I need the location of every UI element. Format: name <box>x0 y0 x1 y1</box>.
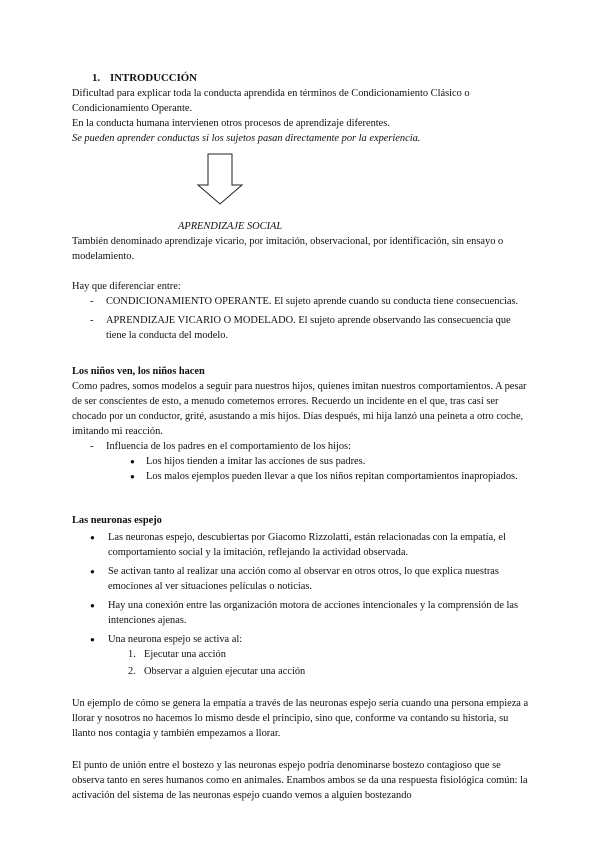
mirror-bullets <box>72 530 532 647</box>
social-lead: Hay que diferenciar entre: <box>72 281 181 292</box>
down-arrow-icon <box>196 153 244 205</box>
mirror-yawn: El punto de unión entre el bostezo y las neuronas espejo podría denominarse bostezo contagioso que se observa tanto en seres humanos como en animales. Enambos ambos se da una respuesta fisiológica común: la activación del sistema de las neuronas espejo cuando vemos a alguien bostezando <box>72 760 528 801</box>
section-number: 1. <box>92 72 101 84</box>
list-item: ● Los hijos tienden a imitar las acciones de sus padres. <box>130 456 366 467</box>
mirror-block <box>72 513 532 803</box>
list-item: ● Hay una conexión entre las organización motora de acciones intencionales y la comprensión de las intenciones ajenas. <box>90 600 519 626</box>
mirror-example: Un ejemplo de cómo se genera la empatía a través de las neuronas espejo sería cuando una persona empieza a llorar y nosotros no hacemos lo mismo desde el principio, sino que, conforme va contando su historia, su llanto nos contagia y también empezamos a llorar. <box>72 698 529 739</box>
social-learning-label: APRENDIZAJE SOCIAL <box>178 221 283 232</box>
section-title-text: INTRODUCCIÓN <box>110 72 197 84</box>
mirror-numbered-list <box>72 647 532 679</box>
list-item: ● Se activan tanto al realizar una acción como al observar en otros otros, lo que explica nuestras emociones al ver situaciones películas o noticias. <box>90 566 499 592</box>
intro-paragraph-3: Se pueden aprender conductas si los sujetos pasan directamente por la experiencia. <box>72 133 421 144</box>
kids-block <box>72 364 532 484</box>
kids-heading: Los niños ven, los niños hacen <box>72 366 205 377</box>
list-item: ● Una neurona espejo se activa al: <box>90 634 243 645</box>
kids-paragraph: Como padres, somos modelos a seguir para nuestros hijos, quienes imitan nuestros comportamientos. A pesar de ser conscientes de esto, a menudo cometemos errores. Recuerdo un incidente en el que, tras casi ser chocado por un conductor, grité, asustando a mis hijos. Días después, mi hija lanzó una peineta a otro coche, imitando mi reacción. <box>72 381 527 437</box>
kids-dash-list <box>72 439 532 454</box>
section-title <box>92 71 197 86</box>
mirror-heading: Las neuronas espejo <box>72 515 162 526</box>
intro-block <box>72 86 532 146</box>
list-item: ● Los malos ejemplos pueden llevar a que los niños repitan comportamientos inapropiados. <box>130 471 518 482</box>
list-item: - CONDICIONAMIENTO OPERANTE. El sujeto aprende cuando su conducta tiene consecuencias. <box>90 296 519 307</box>
list-item: ● Las neuronas espejo, descubiertas por Giacomo Rizzolatti, están relacionadas con la empatía, el comportamiento social y la imitación, reflejando la actividad observada. <box>90 532 506 558</box>
social-definition: También denominado aprendizaje vicario, por imitación, observacional, por identificación, sin ensayo o modelamiento. <box>72 236 504 262</box>
intro-paragraph-2: En la conducta humana intervienen otros procesos de aprendizaje diferentes. <box>72 118 390 129</box>
social-block <box>72 234 532 343</box>
social-dash-list <box>72 294 532 343</box>
list-item: - Influencia de los padres en el comportamiento de los hijos: <box>90 441 351 452</box>
kids-sub-bullets <box>72 454 532 484</box>
list-item: 1. Ejecutar una acción <box>128 649 226 660</box>
intro-paragraph-1: Dificultad para explicar toda la conducta aprendida en términos de Condicionamiento Clásico o Condicionamiento Operante. <box>72 88 470 114</box>
list-item: 2. Observar a alguien ejecutar una acción <box>128 666 306 677</box>
list-item: - APRENDIZAJE VICARIO O MODELADO. El sujeto aprende observando las consecuencia que tiene la conducta del modelo. <box>90 315 511 341</box>
